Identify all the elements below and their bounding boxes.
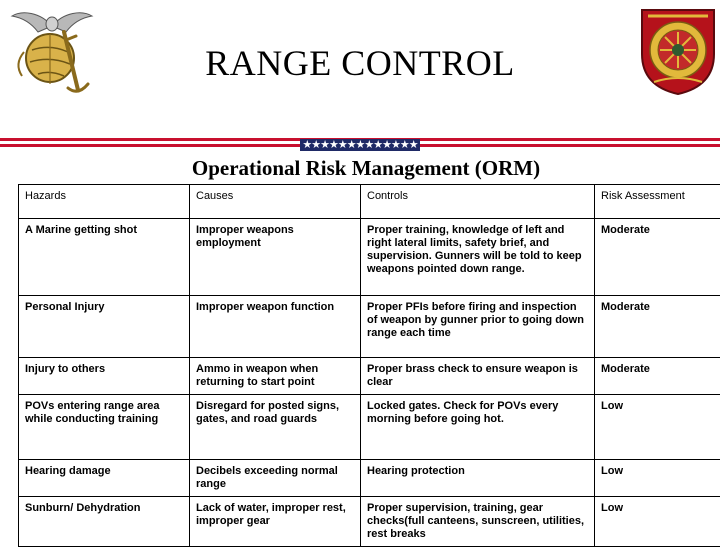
risk-cell: Moderate — [595, 219, 720, 296]
header-causes: Causes — [190, 185, 361, 219]
header-controls: Controls — [361, 185, 595, 219]
hazard-cell: Hearing damage — [19, 460, 190, 497]
slide-subtitle: Operational Risk Management (ORM) — [0, 156, 720, 181]
header-hazards: Hazards — [19, 185, 190, 219]
hazard-cell: POVs entering range area while conducting training — [19, 395, 190, 460]
table-row — [19, 296, 720, 358]
risk-cell: Moderate — [595, 296, 720, 358]
cause-cell: Lack of water, improper rest, improper gear — [190, 497, 361, 547]
orm-table — [18, 184, 720, 547]
table-row — [19, 395, 720, 460]
slide-title: RANGE CONTROL — [0, 42, 720, 84]
hazard-cell: Personal Injury — [19, 296, 190, 358]
cause-cell: Decibels exceeding normal range — [190, 460, 361, 497]
risk-cell: Low — [595, 460, 720, 497]
control-cell: Proper supervision, training, gear checks(full canteens, sunscreen, utilities, rest breaks — [361, 497, 595, 547]
cause-cell: Ammo in weapon when returning to start point — [190, 358, 361, 395]
cause-cell: Improper weapons employment — [190, 219, 361, 296]
hazard-cell: Injury to others — [19, 358, 190, 395]
risk-cell: Moderate — [595, 358, 720, 395]
control-cell: Proper PFIs before firing and inspection of weapon by gunner prior to going down range each time — [361, 296, 595, 358]
control-cell: Proper training, knowledge of left and right lateral limits, safety brief, and supervision. Gunners will be told to keep weapons pointed down range. — [361, 219, 595, 296]
control-cell: Hearing protection — [361, 460, 595, 497]
table-row — [19, 219, 720, 296]
table-row — [19, 497, 720, 547]
table-row — [19, 460, 720, 497]
cause-cell: Disregard for posted signs, gates, and road guards — [190, 395, 361, 460]
hazard-cell: Sunburn/ Dehydration — [19, 497, 190, 547]
control-cell: Locked gates. Check for POVs every morning before going hot. — [361, 395, 595, 460]
header-risk-assessment: Risk Assessment — [595, 185, 720, 219]
risk-cell: Low — [595, 497, 720, 547]
hazard-cell: A Marine getting shot — [19, 219, 190, 296]
stars-banner: ★★★★★★★★★★★★★ — [300, 139, 420, 151]
risk-cell: Low — [595, 395, 720, 460]
control-cell: Proper brass check to ensure weapon is clear — [361, 358, 595, 395]
table-row — [19, 358, 720, 395]
cause-cell: Improper weapon function — [190, 296, 361, 358]
table-header-row — [19, 185, 720, 219]
